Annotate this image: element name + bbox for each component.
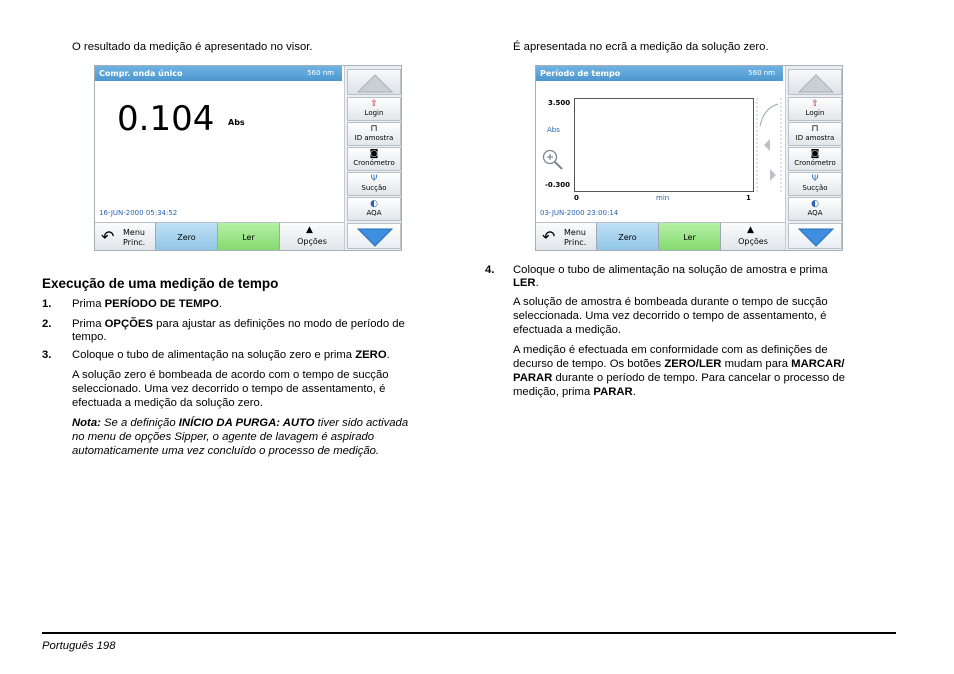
main-menu-button[interactable] xyxy=(95,223,156,251)
step-number: 1. xyxy=(42,298,52,310)
back-arrow-icon: ↶ xyxy=(101,227,115,246)
step-1: Prima PERÍODO DE TEMPO. xyxy=(72,298,223,310)
menu-label-line2: Princ. xyxy=(564,238,587,247)
aqa-icon: ◐ xyxy=(811,199,819,209)
section-heading: Execução de uma medição de tempo xyxy=(42,276,279,291)
measurement-unit: Abs xyxy=(228,118,245,127)
arrow-down-icon xyxy=(348,224,402,250)
screen-title: Compr. onda único xyxy=(99,69,183,78)
x-min-label: 0 xyxy=(574,194,579,202)
paragraph-line: medição, prima PARAR. xyxy=(513,386,636,398)
screen-title-bar xyxy=(536,66,783,81)
y-min-label: -0.300 xyxy=(545,181,571,189)
step-number: 3. xyxy=(42,349,52,361)
measurement-value: 0.104 xyxy=(117,99,215,139)
zero-button[interactable]: Zero xyxy=(156,223,218,251)
screen-title: Período de tempo xyxy=(540,69,621,78)
intro-text-left: O resultado da medição é apresentado no visor. xyxy=(72,41,313,53)
plot-frame xyxy=(574,98,754,192)
options-button[interactable] xyxy=(280,223,344,251)
sample-id-button[interactable]: ⊓ ID amostra xyxy=(347,122,401,146)
measurement-area xyxy=(95,81,342,221)
paragraph-line: A solução zero é bombeada de acordo com o tempo de sucção xyxy=(72,369,389,381)
login-button[interactable]: ⇧ Login xyxy=(347,97,401,121)
sample-tube-icon: ⊓ xyxy=(370,124,378,134)
menu-label-line1: Menu xyxy=(564,228,586,237)
bottom-button-bar xyxy=(536,222,785,251)
instrument-screen-time-course xyxy=(535,65,843,251)
wavelength-label: 560 nm xyxy=(748,69,775,77)
footer-rule xyxy=(42,632,896,634)
step-number: 4. xyxy=(485,264,495,276)
paragraph-line: A medição é efectuada em conformidade com as definições de xyxy=(513,344,828,356)
main-menu-button[interactable] xyxy=(536,223,597,251)
sample-id-button[interactable]: ⊓ ID amostra xyxy=(788,122,842,146)
scroll-down-button[interactable] xyxy=(788,223,842,249)
timer-icon: ◙ xyxy=(369,149,379,159)
triangle-up-icon: ▲ xyxy=(747,225,754,235)
aqa-button[interactable]: ◐ AQA xyxy=(788,197,842,221)
aqa-icon: ◐ xyxy=(370,199,378,209)
x-max-label: 1 xyxy=(746,194,751,202)
page-footer: Português 198 xyxy=(42,640,116,652)
suction-button[interactable]: Ψ Sucção xyxy=(347,172,401,196)
paragraph-line: A solução de amostra é bombeada durante o tempo de sucção xyxy=(513,296,828,308)
intro-text-right: É apresentada no ecrã a medição da solução zero. xyxy=(513,41,769,53)
paragraph-line: seleccionado. Uma vez decorrido o tempo de assentamento, é xyxy=(72,383,386,395)
note-line2: no menu de opções Sipper, o agente de lavagem é aspirado xyxy=(72,431,375,443)
sipper-icon: Ψ xyxy=(811,174,819,184)
timer-button[interactable]: ◙ Cronómetro xyxy=(347,147,401,171)
arrow-down-icon xyxy=(789,224,843,250)
step-2-line2: tempo. xyxy=(72,331,107,343)
zero-button[interactable]: Zero xyxy=(597,223,659,251)
step-2-line1: Prima OPÇÕES para ajustar as definições no modo de período de xyxy=(72,318,405,330)
timer-button[interactable]: ◙ Cronómetro xyxy=(788,147,842,171)
side-toolbar xyxy=(785,66,843,251)
login-icon: ⇧ xyxy=(370,99,378,109)
zoom-icon[interactable] xyxy=(541,148,565,172)
paragraph-line: efectuada a medição. xyxy=(513,324,622,336)
arrow-up-icon xyxy=(789,70,843,96)
graph-area xyxy=(536,81,783,221)
graph-nav-strip xyxy=(756,98,782,194)
aqa-button[interactable]: ◐ AQA xyxy=(347,197,401,221)
timer-icon: ◙ xyxy=(810,149,820,159)
sipper-icon: Ψ xyxy=(370,174,378,184)
menu-label-line2: Princ. xyxy=(123,238,146,247)
step-number: 2. xyxy=(42,318,52,330)
instrument-screen-single-wavelength xyxy=(94,65,402,251)
login-button[interactable]: ⇧ Login xyxy=(788,97,842,121)
y-unit-label: Abs xyxy=(547,126,560,134)
menu-label-line1: Menu xyxy=(123,228,145,237)
timestamp: 03-JUN-2000 23:00:14 xyxy=(540,209,619,217)
scroll-up-button[interactable] xyxy=(347,69,401,95)
paragraph-line: efectuada a medição da solução zero. xyxy=(72,397,263,409)
options-label: Opções xyxy=(738,237,768,246)
paragraph-line: PARAR durante o período de tempo. Para cancelar o processo de xyxy=(513,372,845,384)
note-line1: Nota: Se a definição INÍCIO DA PURGA: AUTO tiver sido activada xyxy=(72,417,409,429)
options-label: Opções xyxy=(297,237,327,246)
screen-title-bar xyxy=(95,66,342,81)
sample-tube-icon: ⊓ xyxy=(811,124,819,134)
step-4-line1: Coloque o tubo de alimentação na solução de amostra e prima xyxy=(513,264,828,276)
paragraph-line: decurso de tempo. Os botões ZERO/LER mudam para MARCAR/ xyxy=(513,358,845,370)
read-button[interactable]: Ler xyxy=(218,223,280,251)
note-line3: automaticamente uma vez concluído o processo de medição. xyxy=(72,445,380,457)
login-icon: ⇧ xyxy=(811,99,819,109)
read-button[interactable]: Ler xyxy=(659,223,721,251)
suction-button[interactable]: Ψ Sucção xyxy=(788,172,842,196)
bottom-button-bar xyxy=(95,222,344,251)
step-3: Coloque o tubo de alimentação na solução zero e prima ZERO. xyxy=(72,349,390,361)
x-unit-label: min xyxy=(656,194,670,202)
step-4-line2: LER. xyxy=(513,277,539,289)
options-button[interactable] xyxy=(721,223,785,251)
back-arrow-icon: ↶ xyxy=(542,227,556,246)
wavelength-label: 560 nm xyxy=(307,69,334,77)
arrow-up-icon xyxy=(348,70,402,96)
paragraph-line: seleccionada. Uma vez decorrido o tempo de assentamento, é xyxy=(513,310,827,322)
scroll-up-button[interactable] xyxy=(788,69,842,95)
triangle-up-icon: ▲ xyxy=(306,225,313,235)
side-toolbar xyxy=(344,66,402,251)
timestamp: 16-JUN-2000 05:34:52 xyxy=(99,209,178,217)
y-max-label: 3.500 xyxy=(548,99,571,107)
scroll-down-button[interactable] xyxy=(347,223,401,249)
